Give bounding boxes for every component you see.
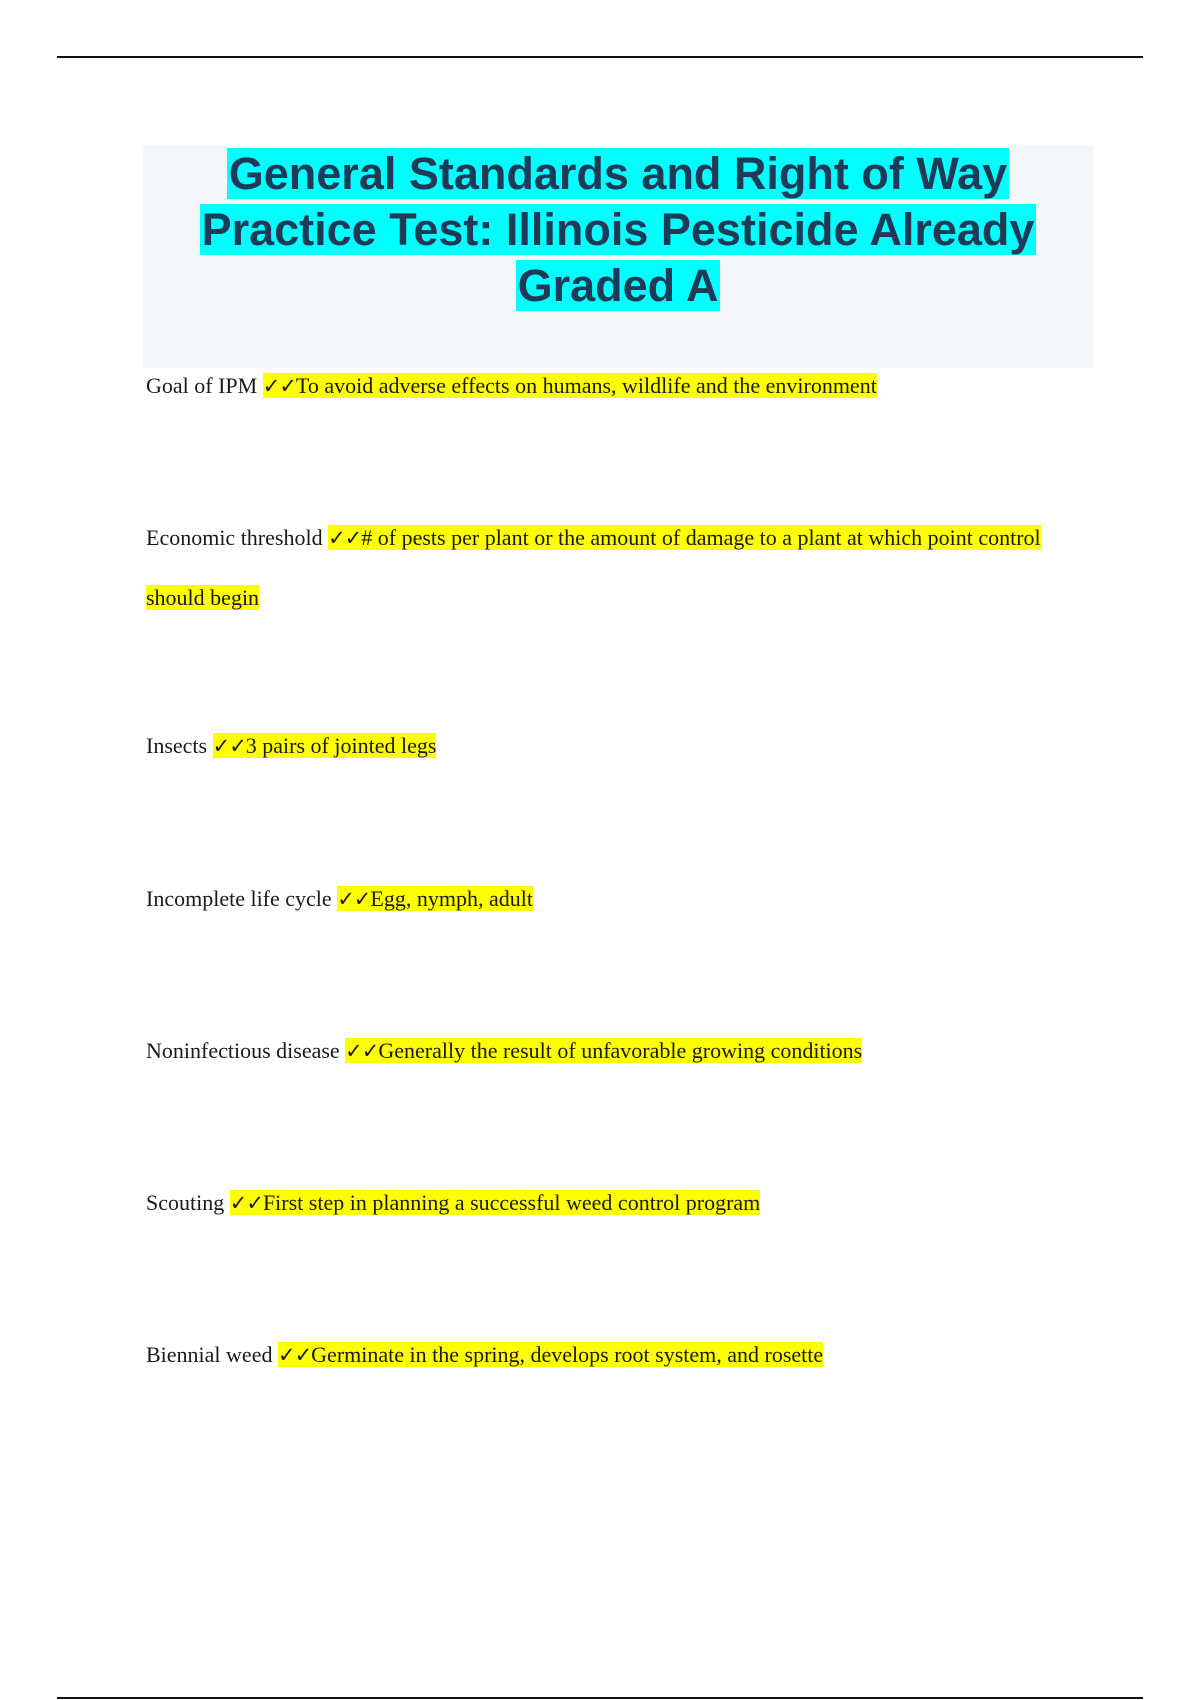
qa-item-biennial-weed (146, 1325, 1086, 1385)
qa-item-scouting (146, 1173, 1086, 1233)
qa-item-insects (146, 716, 1086, 776)
double-check-icon: ✓✓ (337, 887, 371, 911)
double-check-icon: ✓✓ (212, 734, 246, 758)
top-rule (57, 56, 1143, 58)
title-box (143, 146, 1093, 368)
qa-item-incomplete-life-cycle (146, 869, 1086, 929)
qa-term: Goal of IPM (146, 373, 258, 398)
double-check-icon: ✓✓ (262, 374, 296, 398)
qa-term: Insects (146, 733, 208, 758)
qa-term: Economic threshold (146, 525, 323, 550)
qa-answer (278, 1342, 823, 1367)
qa-answer (337, 886, 533, 911)
qa-term: Incomplete life cycle (146, 886, 332, 911)
qa-answer-text: # of pests per plant or the amount of damage to a plant at which point control should begin (146, 525, 1041, 610)
double-check-icon: ✓✓ (229, 1191, 263, 1215)
qa-answer-text: Germinate in the spring, develops root system, and rosette (311, 1342, 824, 1367)
double-check-icon: ✓✓ (345, 1039, 379, 1063)
qa-answer (263, 373, 877, 398)
qa-answer-text: First step in planning a successful weed control program (262, 1190, 761, 1215)
double-check-icon: ✓✓ (328, 526, 362, 550)
document-title: General Standards and Right of Way Practice Test: Illinois Pesticide Already Graded A (201, 148, 1035, 311)
qa-answer-text: 3 pairs of jointed legs (245, 733, 437, 758)
qa-item-goal-of-ipm (146, 356, 1086, 416)
qa-term: Biennial weed (146, 1342, 273, 1367)
qa-item-noninfectious-disease (146, 1021, 1086, 1081)
qa-answer (213, 733, 437, 758)
qa-term: Noninfectious disease (146, 1038, 340, 1063)
bottom-rule (57, 1697, 1143, 1699)
qa-answer-text: Generally the result of unfavorable growing conditions (378, 1038, 863, 1063)
qa-answer (345, 1038, 862, 1063)
qa-term: Scouting (146, 1190, 225, 1215)
qa-answer-text: To avoid adverse effects on humans, wildlife and the environment (295, 373, 877, 398)
qa-answer (230, 1190, 761, 1215)
qa-item-economic-threshold (146, 508, 1086, 628)
double-check-icon: ✓✓ (277, 1343, 312, 1367)
qa-answer-text: Egg, nymph, adult (370, 886, 533, 911)
